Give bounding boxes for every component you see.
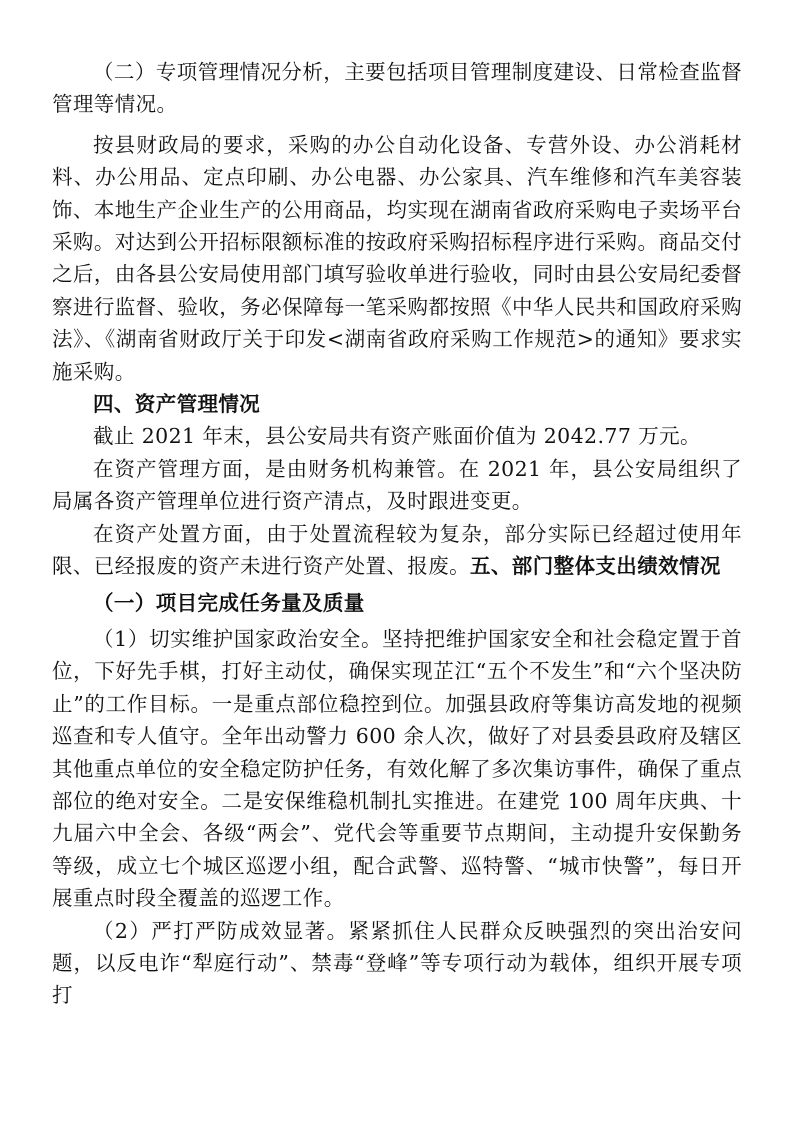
- paragraph-asset-disposal: [52, 518, 742, 583]
- paragraph-asset-management: 在资产管理方面，是由财务机构兼管。在 2021 年，县公安局组织了局属各资产管理单位进行资产清点，及时跟进变更。: [52, 456, 742, 514]
- paragraph-asset-disposal-text: 在资产处置方面，由于处置流程较为复杂，部分实际已经超过使用年限、已经报废的资产未进行资产处置、报废。: [52, 521, 742, 579]
- subsection-heading-task-completion: （一）项目完成任务量及质量: [93, 590, 365, 615]
- paragraph-crackdown: （2）严打严防成效显著。紧紧抓住人民群众反映强烈的突出治安问题，以反电诈“犁庭行动”、禁毒“登峰”等专项行动为载体，组织开展专项打: [52, 918, 742, 1008]
- paragraph-special-management: （二）专项管理情况分析，主要包括项目管理制度建设、日常检查监督管理等情况。: [52, 60, 742, 117]
- paragraph-political-security: （1）切实维护国家政治安全。坚持把维护国家安全和社会稳定置于首位，下好先手棋，打好主动仗，确保实现芷江“五个不发生”和“六个坚决防止”的工作目标。一是重点部位稳控到位。加强县政府等集访高发地的视频巡查和专人值守。全年出动警力 600 余人次，做好了对县委县政府及辖区其他重点单位的安全稳定防护任务，有效化解了多次集访事件，确保了重点部位的绝对安全。二是安保维稳机制扎实推进。在建党 100 周年庆典、十九届六中全会、各级“两会”、党代会等重要节点期间，主动提升安保勤务等级，成立七个城区巡逻小组，配合武警、巡特警、“城市快警”，每日开展重点时段全覆盖的巡逻工作。: [52, 626, 742, 911]
- paragraph-procurement: 按县财政局的要求，采购的办公自动化设备、专营外设、办公消耗材料、办公用品、定点印刷、办公电器、办公家具、汽车维修和汽车美容装饰、本地生产企业生产的公用商品，均实现在湖南省政府采购电子卖场平台采购。对达到公开招标限额标准的按政府采购招标程序进行采购。商品交付之后，由各县公安局使用部门填写验收单进行验收，同时由县公安局纪委督察进行监督、验收，务必保障每一笔采购都按照《中华人民共和国政府采购法》、《湖南省财政厅关于印发<湖南省政府采购工作规范>的通知》要求实施采购。: [52, 132, 742, 384]
- section-heading-asset-management: 四、资产管理情况: [93, 392, 261, 417]
- section-heading-overall-expenditure: 五、部门整体支出绩效情况: [470, 554, 721, 579]
- document-page: [52, 56, 742, 1012]
- paragraph-asset-value: 截止 2021 年末，县公安局共有资产账面价值为 2042.77 万元。: [93, 424, 701, 449]
